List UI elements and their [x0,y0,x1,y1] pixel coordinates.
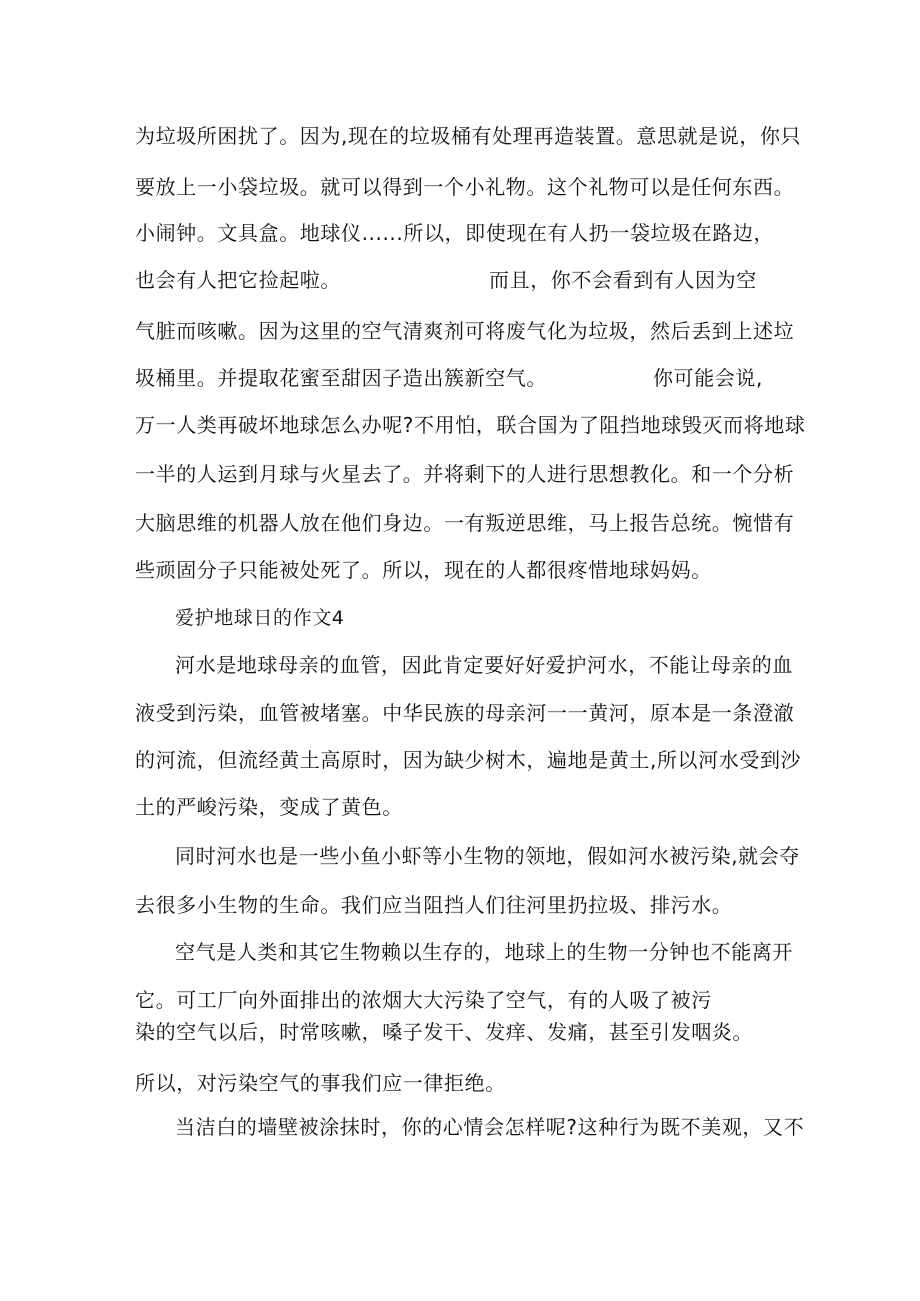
text-line: 为垃圾所困扰了。因为,现在的垃圾桶有处理再造装置。意思就是说，你只 [135,124,802,148]
text-line: 的河流，但流经黄土高原时，因为缺少树木，遍地是黄土,所以河水受到沙 [135,748,802,772]
text-line: 也会有人把它捡起啦。 [135,268,341,292]
text-line: 所以，对污染空气的事我们应一律拒绝。 [135,1071,506,1095]
text-line: 当洁白的墙壁被涂抹时，你的心情会怎样呢?这种行为既不美观，又不 [175,1115,805,1139]
text-line: 而且，你不会看到有人因为空 [489,268,757,292]
text-line: 空气是人类和其它生物赖以生存的，地球上的生物一分钟也不能离开 [175,940,793,964]
text-line: 河水是地球母亲的血管，因此肯定要好好爱护河水，不能让母亲的血 [175,653,793,677]
text-line: 染的空气以后，时常咳嗽，嗓子发干、发痒、发痛，甚至引发咽炎。 [135,1020,753,1044]
text-line: 去很多小生物的生命。我们应当阻挡人们往河里扔拉圾、排污水。 [135,893,733,917]
text-line: 气脏而咳嗽。因为这里的空气清爽剂可将废气化为垃圾，然后丢到上述垃 [135,319,795,343]
text-line: 它。可工厂向外面排出的浓烟大大污染了空气，有的人吸了被污 [135,988,712,1012]
text-line: 你可能会说, [653,366,763,390]
text-line: 要放上一小袋垃圾。就可以得到一个小礼物。这个礼物可以是任何东西。 [135,175,795,199]
text-line: 万一人类再破坏地球怎么办呢?不用怕，联合国为了阻挡地球毁灭而将地球 [135,413,806,437]
text-line: 大脑思维的机器人放在他们身边。一有叛逆思维，马上报告总统。惋惜有 [135,511,795,535]
text-line: 土的严峻污染，变成了黄色。 [135,795,403,819]
text-line: 液受到污染，血管被堵塞。中华民族的母亲河一一黄河，原本是一条澄澈 [135,701,795,725]
text-line: 一半的人运到月球与火星去了。并将剩下的人进行思想教化。和一个分析 [135,462,795,486]
text-line: 圾桶里。并提取花蜜至甜因子造出簇新空气。 [135,366,547,390]
text-line: 些顽固分子只能被处死了。所以，现在的人都很疼惜地球妈妈。 [135,558,712,582]
text-line: 同时河水也是一些小鱼小虾等小生物的领地，假如河水被污染,就会夺 [175,844,800,868]
section-heading: 爱护地球日的作文4 [175,607,345,629]
text-line: 小闹钟。文具盒。地球仪......所以，即使现在有人扔一袋垃圾在路边， [135,221,775,245]
